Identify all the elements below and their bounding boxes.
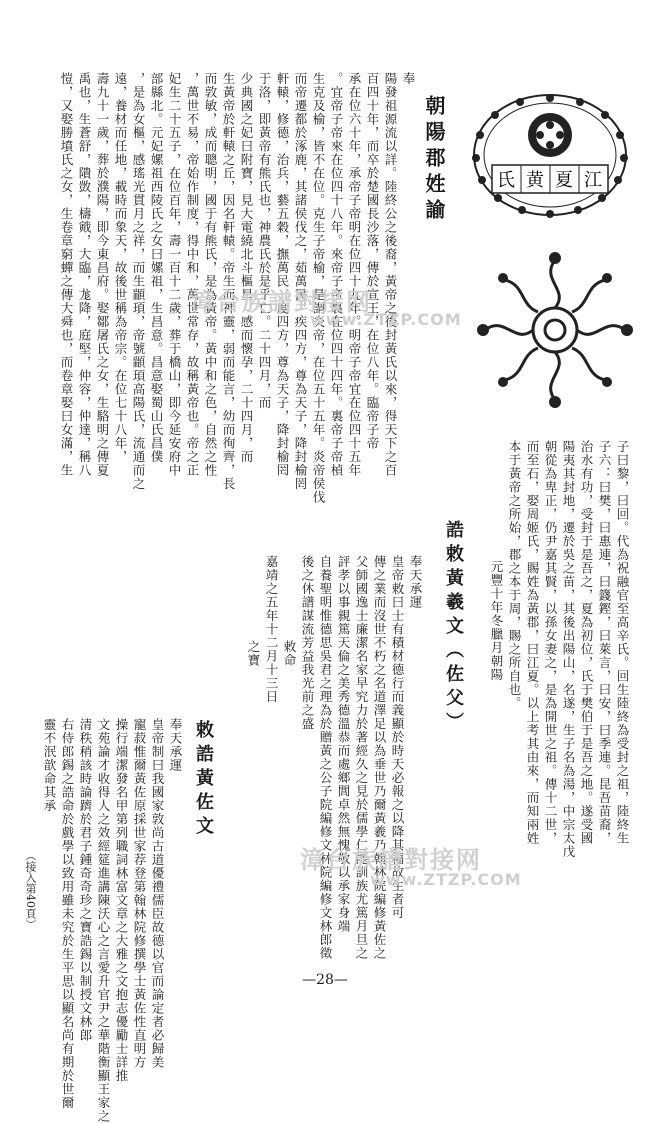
text-column: 少典國之妃曰附寶，見大電繞北斗樞星，感而懷孕，二十四月，而 [239, 72, 254, 464]
emblem-seal [470, 90, 630, 220]
seal-word: 敕命 [282, 640, 297, 667]
watermark: 漳台族譜對接网 [300, 846, 482, 874]
text-column: 于洛，即黃帝有熊氏也，神農氏於是乎亡。二十四月，而 [257, 72, 272, 410]
text-column: 朝從為卑正，仍尹嘉其賢，以孫女妻之，是為開世之祖。傳十二世， [543, 440, 558, 845]
text-column: 。宜帝子帝來在位四十八年。來帝子帝裏在位四十四年。裏帝子帝楨 [329, 72, 344, 477]
text-column: 自養聖明惟德思吳君之理為於贈黃之公子院編修文林院編修文林郎徵 [318, 555, 333, 960]
decorative-ornament [470, 240, 640, 420]
text-column: 奉天承運 [408, 555, 423, 609]
text-column: 清秩稍該時論躋於君子鍾奇奇珍之寶誥錫以制授文林郎 [78, 718, 93, 1042]
text-column: 壽九十一歲，葬於濮陽，即今東昌府。娶鄒屠氏之女，生駱明之傳夏 [95, 72, 110, 477]
text-column: 靈不泯歆命其承 [42, 718, 57, 813]
text-column: 生克及榆，皆不在位。克生子帝榆，是謂炎帝，在位五十五年。炎帝侯伐 [311, 72, 326, 504]
text-column: 承在位六十年，承帝子帝明在位四十九年。明帝子帝宜在位四十五年 [347, 72, 362, 477]
emblem-char: 氏 [497, 170, 515, 191]
emblem-char: 黄 [526, 170, 544, 191]
text-column: 右侍郎錫之誥命於戲學以致用雖未究於生平思以顯名尚有期於世爾 [60, 718, 75, 1110]
text-column: 評孝以事親篤天倫之美秀德溫恭而處鄉閭卓然無愧敬以承家身端 [336, 555, 351, 933]
text-column: 傳之業而沒世不朽之名道澤足以為垂世乃爾黃羲乃翰林院編修黃佐之 [372, 555, 387, 960]
text-column: 皇帝制曰我國家敦尚古道優禮儒臣故德以官而論定者必歸美 [150, 718, 165, 1069]
text-column: 奉 [401, 72, 416, 86]
text-column: 寵菽惟爾黃佐原採世家荐登第翰林院修撰學士黃佐性直明方 [132, 718, 147, 1069]
edict-seal: 之寶 [246, 640, 261, 667]
emblem-char: 江 [584, 170, 602, 191]
text-column: 文苑論才收得人之效經筵進講陳沃心之言愛升官尹之華階衡顯王家之 [96, 718, 111, 1123]
date-signature: 元豐十年冬臘月朝陽 [489, 560, 504, 682]
watermark-url: www.ZTZP.COM [310, 310, 462, 329]
text-column: 子六：曰樊，曰惠連，曰籛鏗，曰萊言，曰安，曰季連。昆吾苗裔， [597, 440, 612, 845]
text-column: 本于黃帝之所始，郡之本于周，賜之所自也。 [507, 440, 522, 710]
text-column: 後之休譜謀流芳益我光前之盛 [300, 555, 315, 731]
text-column: 而帝遷都於涿鹿，其諸侯伐之，茹萬民，疾四方，尊為天子，降封榆罔 [293, 72, 308, 491]
reign-date: 嘉靖之五年十二月十三日 [264, 555, 279, 704]
text-column: 而敦敏，成而聰明，國于有熊氏，是為黃帝。黃中和之色，自然之性 [203, 72, 218, 477]
watermark: 漳台族譜對接网 [190, 288, 372, 316]
text-column: 遠，養材而任地，載時而象天，故後世稱為帝宗。在位七十八年， [113, 72, 128, 464]
edict1-title: 誥敕黃羲文（佐父） [443, 520, 464, 736]
text-column: 陽夷其封地，遷於吳之苗，其後出陽山，名遂，生子名為湯，中宗太戊 [561, 440, 576, 859]
text-column: 奉天承運 [168, 718, 183, 772]
edict2-title: 敕誥黃佐文 [193, 720, 214, 840]
text-column: 子曰黎，曰回。代為祝融官至高辛氏。回生陸終為受封之祖，陸終生 [615, 440, 630, 845]
text-column: 生黃帝於軒轅之丘，因名軒轅。帝生而神靈，弱而能言，幼而徇齊，長 [221, 72, 236, 491]
text-column: ，是為女樞，感瑤光貫月之祥，而生顓頊，帝號顓頊高陽氏，流通而之 [131, 72, 146, 491]
top-article-title: 朝陽郡姓諭 [422, 95, 446, 225]
text-column: 禹也，生蒼舒，隤敳，檮戭，大臨，尨降，庭堅，仲容，仲達，稱八 [77, 72, 92, 477]
text-column: 妃生二十五子，在位百年，壽一百十二歲，葬于橋山，即今延安府中 [167, 72, 182, 477]
continued-note: （接入第40頁） [24, 850, 37, 930]
emblem-char: 夏 [555, 170, 573, 191]
text-column: 軒轅，修德，治兵，藝五穀，撫萬民，度四方，尊為天子，降封榆罔 [275, 72, 290, 477]
text-column: 部縣北。元妃嫘祖西陵氏之女曰嫘祖，生昌意。昌意娶蜀山氏昌僕 [149, 72, 164, 464]
text-column: 治水有功，受封于是吾之，夏為初位，氏于樊伯于是吾之地。遂受國 [579, 440, 594, 845]
watermark-url: www.ZTZP.COM [370, 870, 522, 889]
text-column: ，萬世不易，帝始作制度，得中和，萬世常存，故稱黃帝也。帝之正 [185, 72, 200, 477]
text-column: 愷，又娶勝墳氏之女，生卷章窮蟬之傳大舜也，而卷章娶曰女滿，生 [59, 72, 74, 477]
text-column: 陽發祖源流以詳。陸終公之後裔，黃帝之後封黃氏以來，得天下之百 [383, 72, 398, 477]
text-column: 百四十年，而卒於楚國長沙落，傳於宣王，在位八年。臨帝子帝 [365, 72, 380, 450]
text-column: 皇帝敕曰士有積材德行而義顯於時天必報之以降其福故生者可 [390, 555, 405, 920]
text-column: 而至石，娶周姬氏，賜姓為黃郡，曰江夏。以上考其由來，而知兩姓 [525, 440, 540, 845]
page-number: —28— [302, 972, 348, 988]
text-column: 父師國逸士廉潔名家早究力於著經久之見於儒學仁能訓族尤篤月旦之 [354, 555, 369, 960]
text-column: 操行端潔發名甲第列職詞林富文章之大雅之文抱志優勵士詳推 [114, 718, 129, 1083]
